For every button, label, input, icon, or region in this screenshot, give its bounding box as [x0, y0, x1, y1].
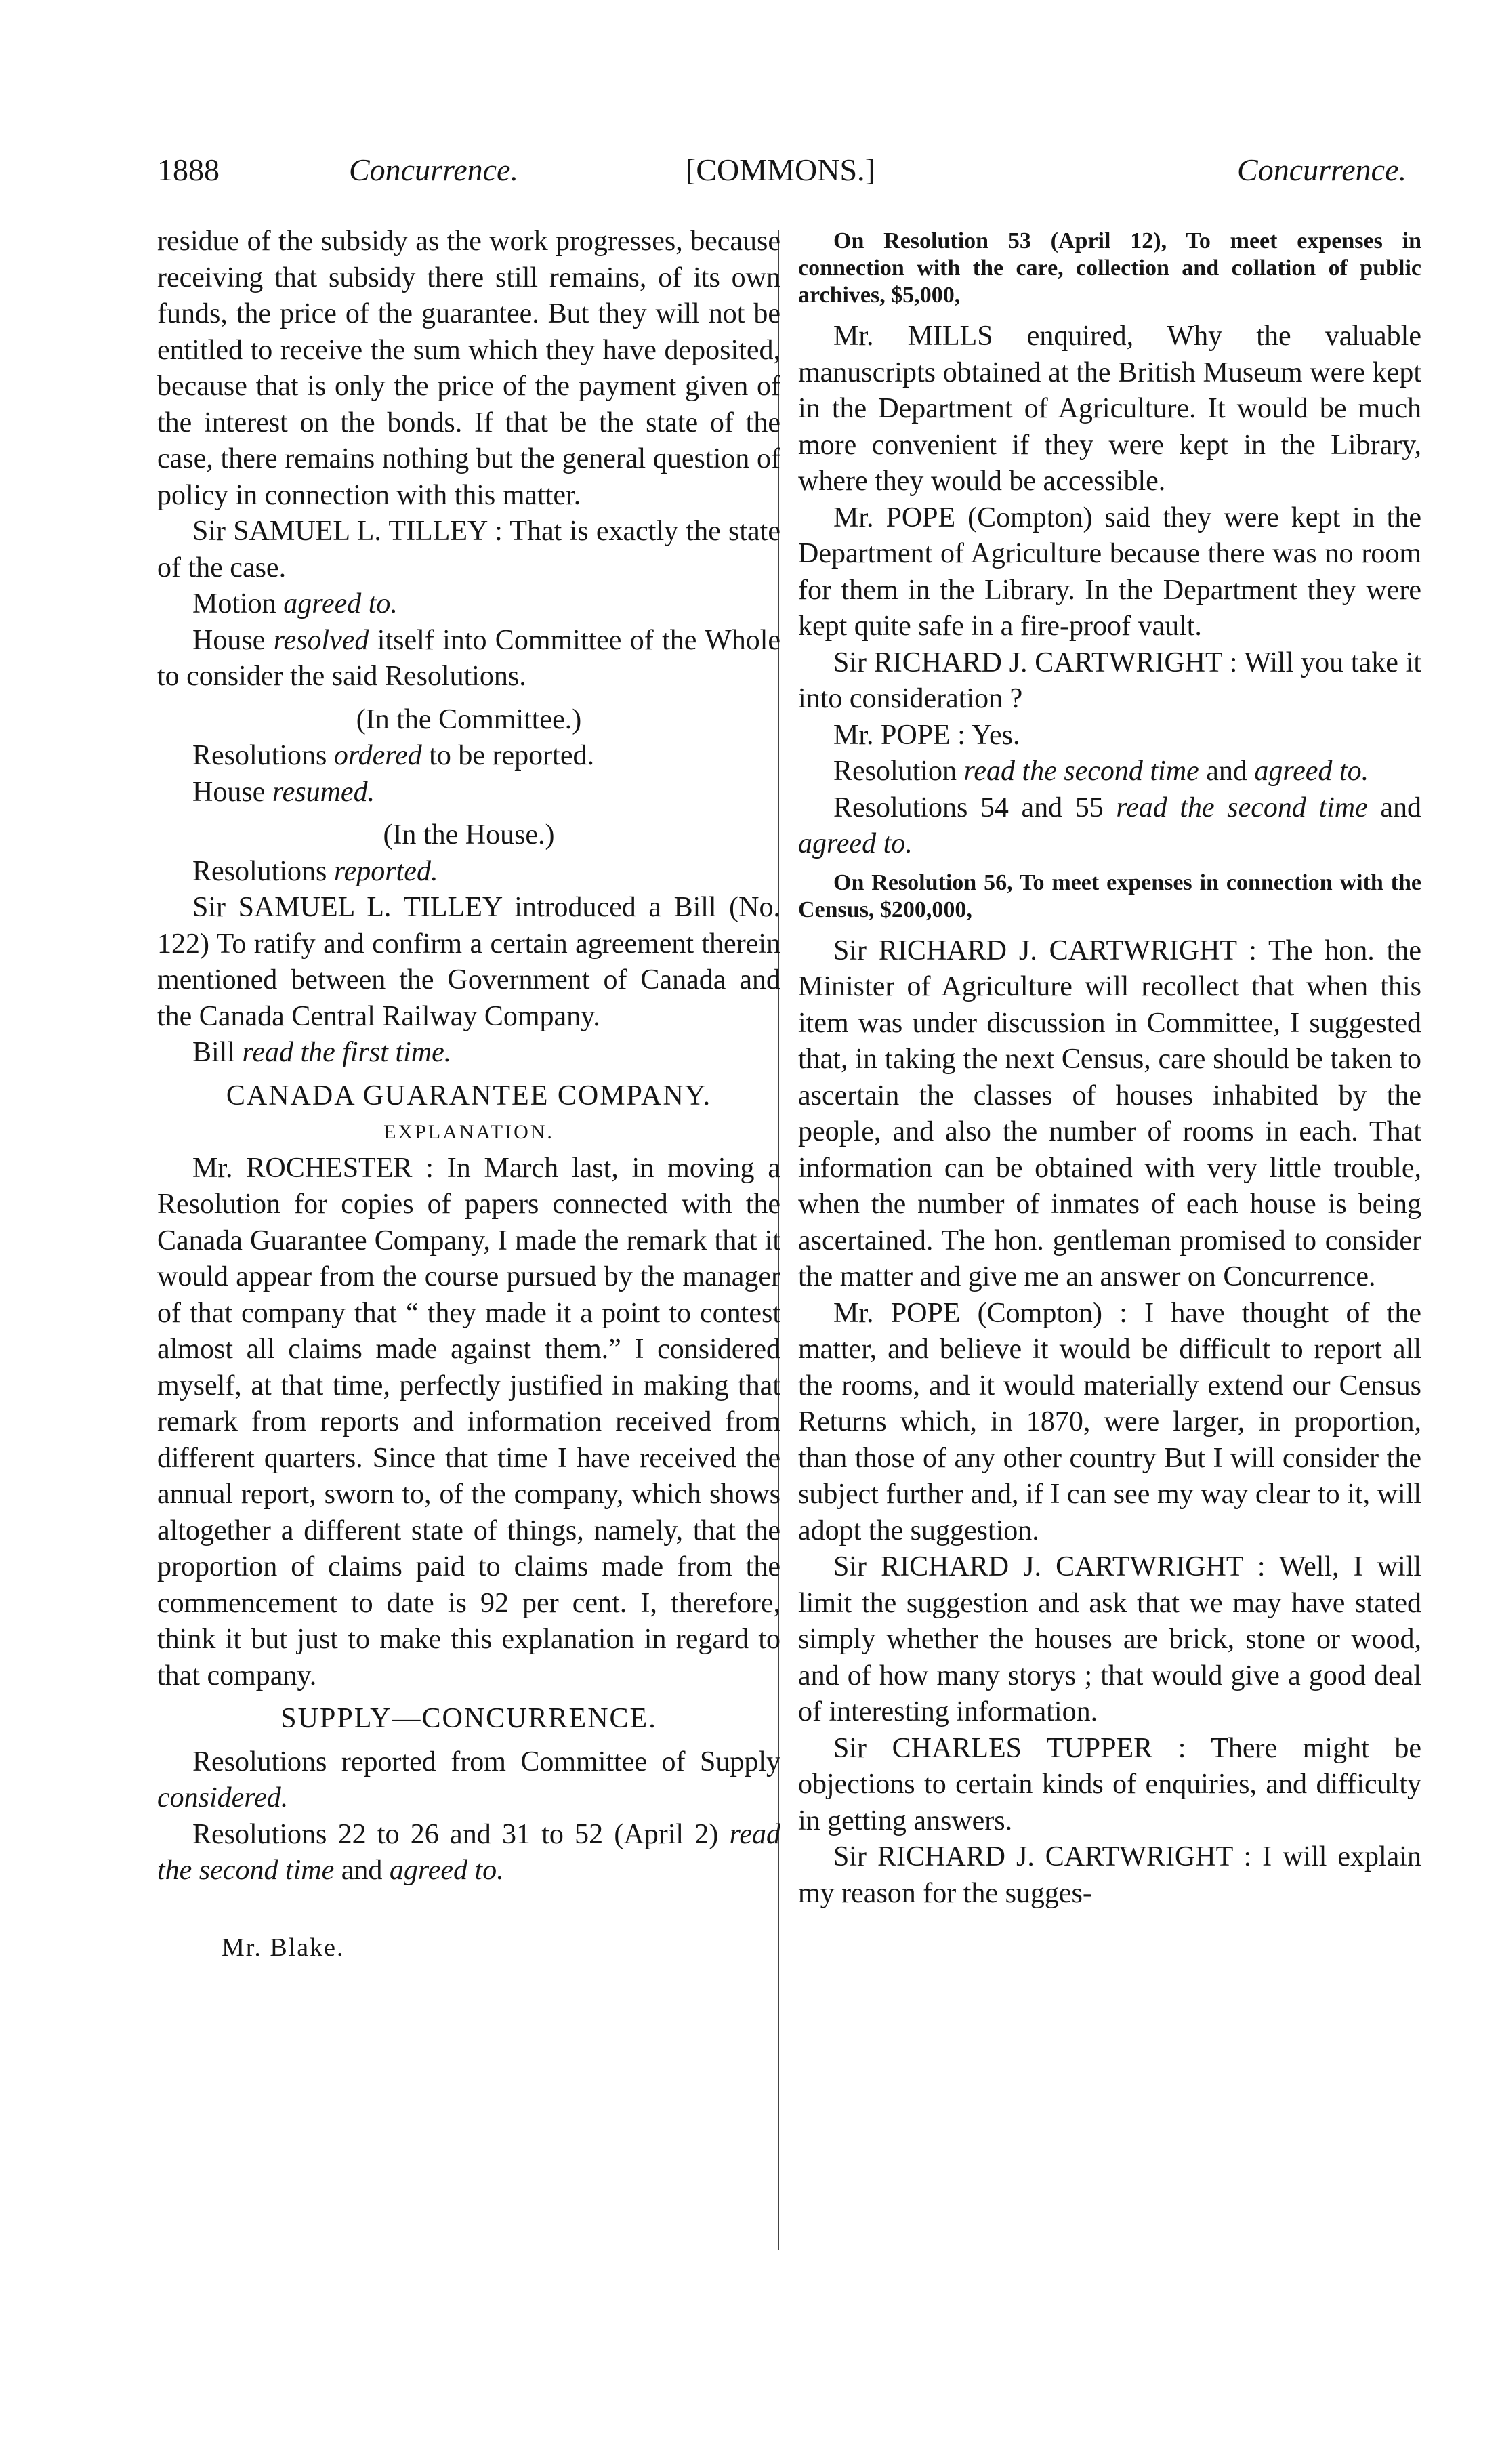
- speaker-paragraph: Mr. MILLS enquired, Why the valuable manuscripts obtained at the British Museum were kept in the Department of Agriculture. It would be much more convenient if they were kept in the Library, where they would be accessible.: [798, 321, 1421, 497]
- speaker-paragraph: Sir RICHARD J. CARTWRIGHT : The hon. the Minister of Agriculture will recollect that when this item was under discussion in Committee, I suggested that, in taking the next Census, care should be taken to ascertain the classes of houses inhabited by the people, and also the number of rooms in each. That information can be obtained with very little trouble, when the number of inmates of each house is being ascertained. The hon. gentleman promised to consider the matter and give me an answer on Concurrence.: [798, 935, 1421, 1292]
- paragraph: Resolutions reported.: [192, 855, 438, 887]
- center-title: [COMMONS.]: [686, 152, 875, 187]
- paragraph: House resumed.: [192, 776, 375, 808]
- speaker-paragraph: Mr. POPE : Yes.: [833, 719, 1020, 751]
- paragraph: Resolutions 54 and 55 read the second time and agreed to.: [798, 792, 1421, 859]
- resolution-note: On Resolution 53 (April 12), To meet expenses in connection with the care, collection and collation of public archives, $5,000,: [798, 228, 1421, 308]
- speaker-paragraph: Mr. ROCHESTER : In March last, in moving a Resolution for copies of papers connected with the Canada Guarantee Company, I made the remark that it would appear from the course pursued by the manager of that company that “ they made it a point to contest almost all claims made against them.” I considered myself, at that time, perfectly justified in making that remark from reports and information received from different quarters. Since that time I have received the annual report, sworn to, of the company, which shows altogether a different state of things, namely, that the proportion of claims paid to claims made from the commencement to date is 92 per cent. I, therefore, think it but just to make this explanation in regard to that company.: [157, 1152, 780, 1691]
- section-marker: (In the House.): [383, 819, 555, 850]
- speaker-paragraph: Mr. POPE (Compton) said they were kept in the Department of Agriculture because there was no room for them in the Library. In the Department they were kept quite safe in a fire-proof vault.: [798, 501, 1421, 642]
- speaker-paragraph: Sir CHARLES TUPPER : There might be objections to certain kinds of enquiries, and difficulty in getting answers.: [798, 1732, 1421, 1836]
- speaker-paragraph: Sir RICHARD J. CARTWRIGHT : I will explain my reason for the sugges-: [798, 1841, 1421, 1909]
- signature-line: Mr. Blake.: [222, 1933, 345, 1962]
- speaker-paragraph: Mr. POPE (Compton) : I have thought of the matter, and believe it would be difficult to report all the rooms, and it would materially extend our Census Returns which, in 1870, were larger, in proportion, than those of any other country But I will consider the subject further and, if I can see my way clear to it, will adopt the suggestion.: [798, 1297, 1421, 1546]
- paragraph: Resolution read the second time and agreed to.: [833, 756, 1369, 787]
- resolution-note: On Resolution 56, To meet expenses in connection with the Census, $200,000,: [798, 869, 1421, 922]
- left-running-title: Concurrence.: [349, 152, 518, 187]
- left-column: [157, 224, 780, 2412]
- section-heading: SUPPLY—CONCURRENCE.: [280, 1703, 657, 1734]
- motion-line: Motion agreed to.: [192, 588, 398, 619]
- paragraph: Resolutions 22 to 26 and 31 to 52 (April 2) read the second time and agreed to.: [157, 1818, 780, 1886]
- speaker-paragraph: Sir RICHARD J. CARTWRIGHT : Will you take it into consideration ?: [798, 646, 1421, 714]
- paragraph: Bill read the first time.: [192, 1037, 452, 1068]
- right-running-title: Concurrence.: [1237, 152, 1407, 187]
- speaker-paragraph: Sir RICHARD J. CARTWRIGHT : Well, I will limit the suggestion and ask that we may have stated simply whether the houses are brick, stone or wood, and of how many storys ; that would give a good deal of interesting information.: [798, 1551, 1421, 1727]
- section-heading: CANADA GUARANTEE COMPANY.: [226, 1080, 712, 1111]
- speaker-paragraph: Sir SAMUEL L. TILLEY introduced a Bill (No. 122) To ratify and confirm a certain agreement therein mentioned between the Government of Canada and the Canada Central Railway Company.: [157, 892, 780, 1032]
- page-number: 1888: [157, 152, 220, 187]
- paragraph: Resolutions reported from Committee of Supply considered.: [157, 1746, 780, 1813]
- right-column: [798, 224, 1421, 2412]
- paragraph: Resolutions ordered to be reported.: [192, 740, 594, 771]
- paragraph: House resolved itself into Committee of the Whole to consider the said Resolutions.: [157, 624, 780, 692]
- section-marker: (In the Committee.): [356, 703, 582, 735]
- subsection-heading: EXPLANATION.: [383, 1121, 554, 1143]
- speaker-paragraph: Sir SAMUEL L. TILLEY : That is exactly the state of the case.: [157, 516, 780, 583]
- page-header: [157, 152, 1407, 199]
- paragraph: residue of the subsidy as the work progresses, because receiving that subsidy there still remains, of its own funds, the price of the guarantee. But they will not be entitled to receive the sum which they have deposited, because that is only the price of the payment given of the interest on the bonds. If that be the state of the case, there remains nothing but the general question of policy in connection with this matter.: [157, 226, 780, 511]
